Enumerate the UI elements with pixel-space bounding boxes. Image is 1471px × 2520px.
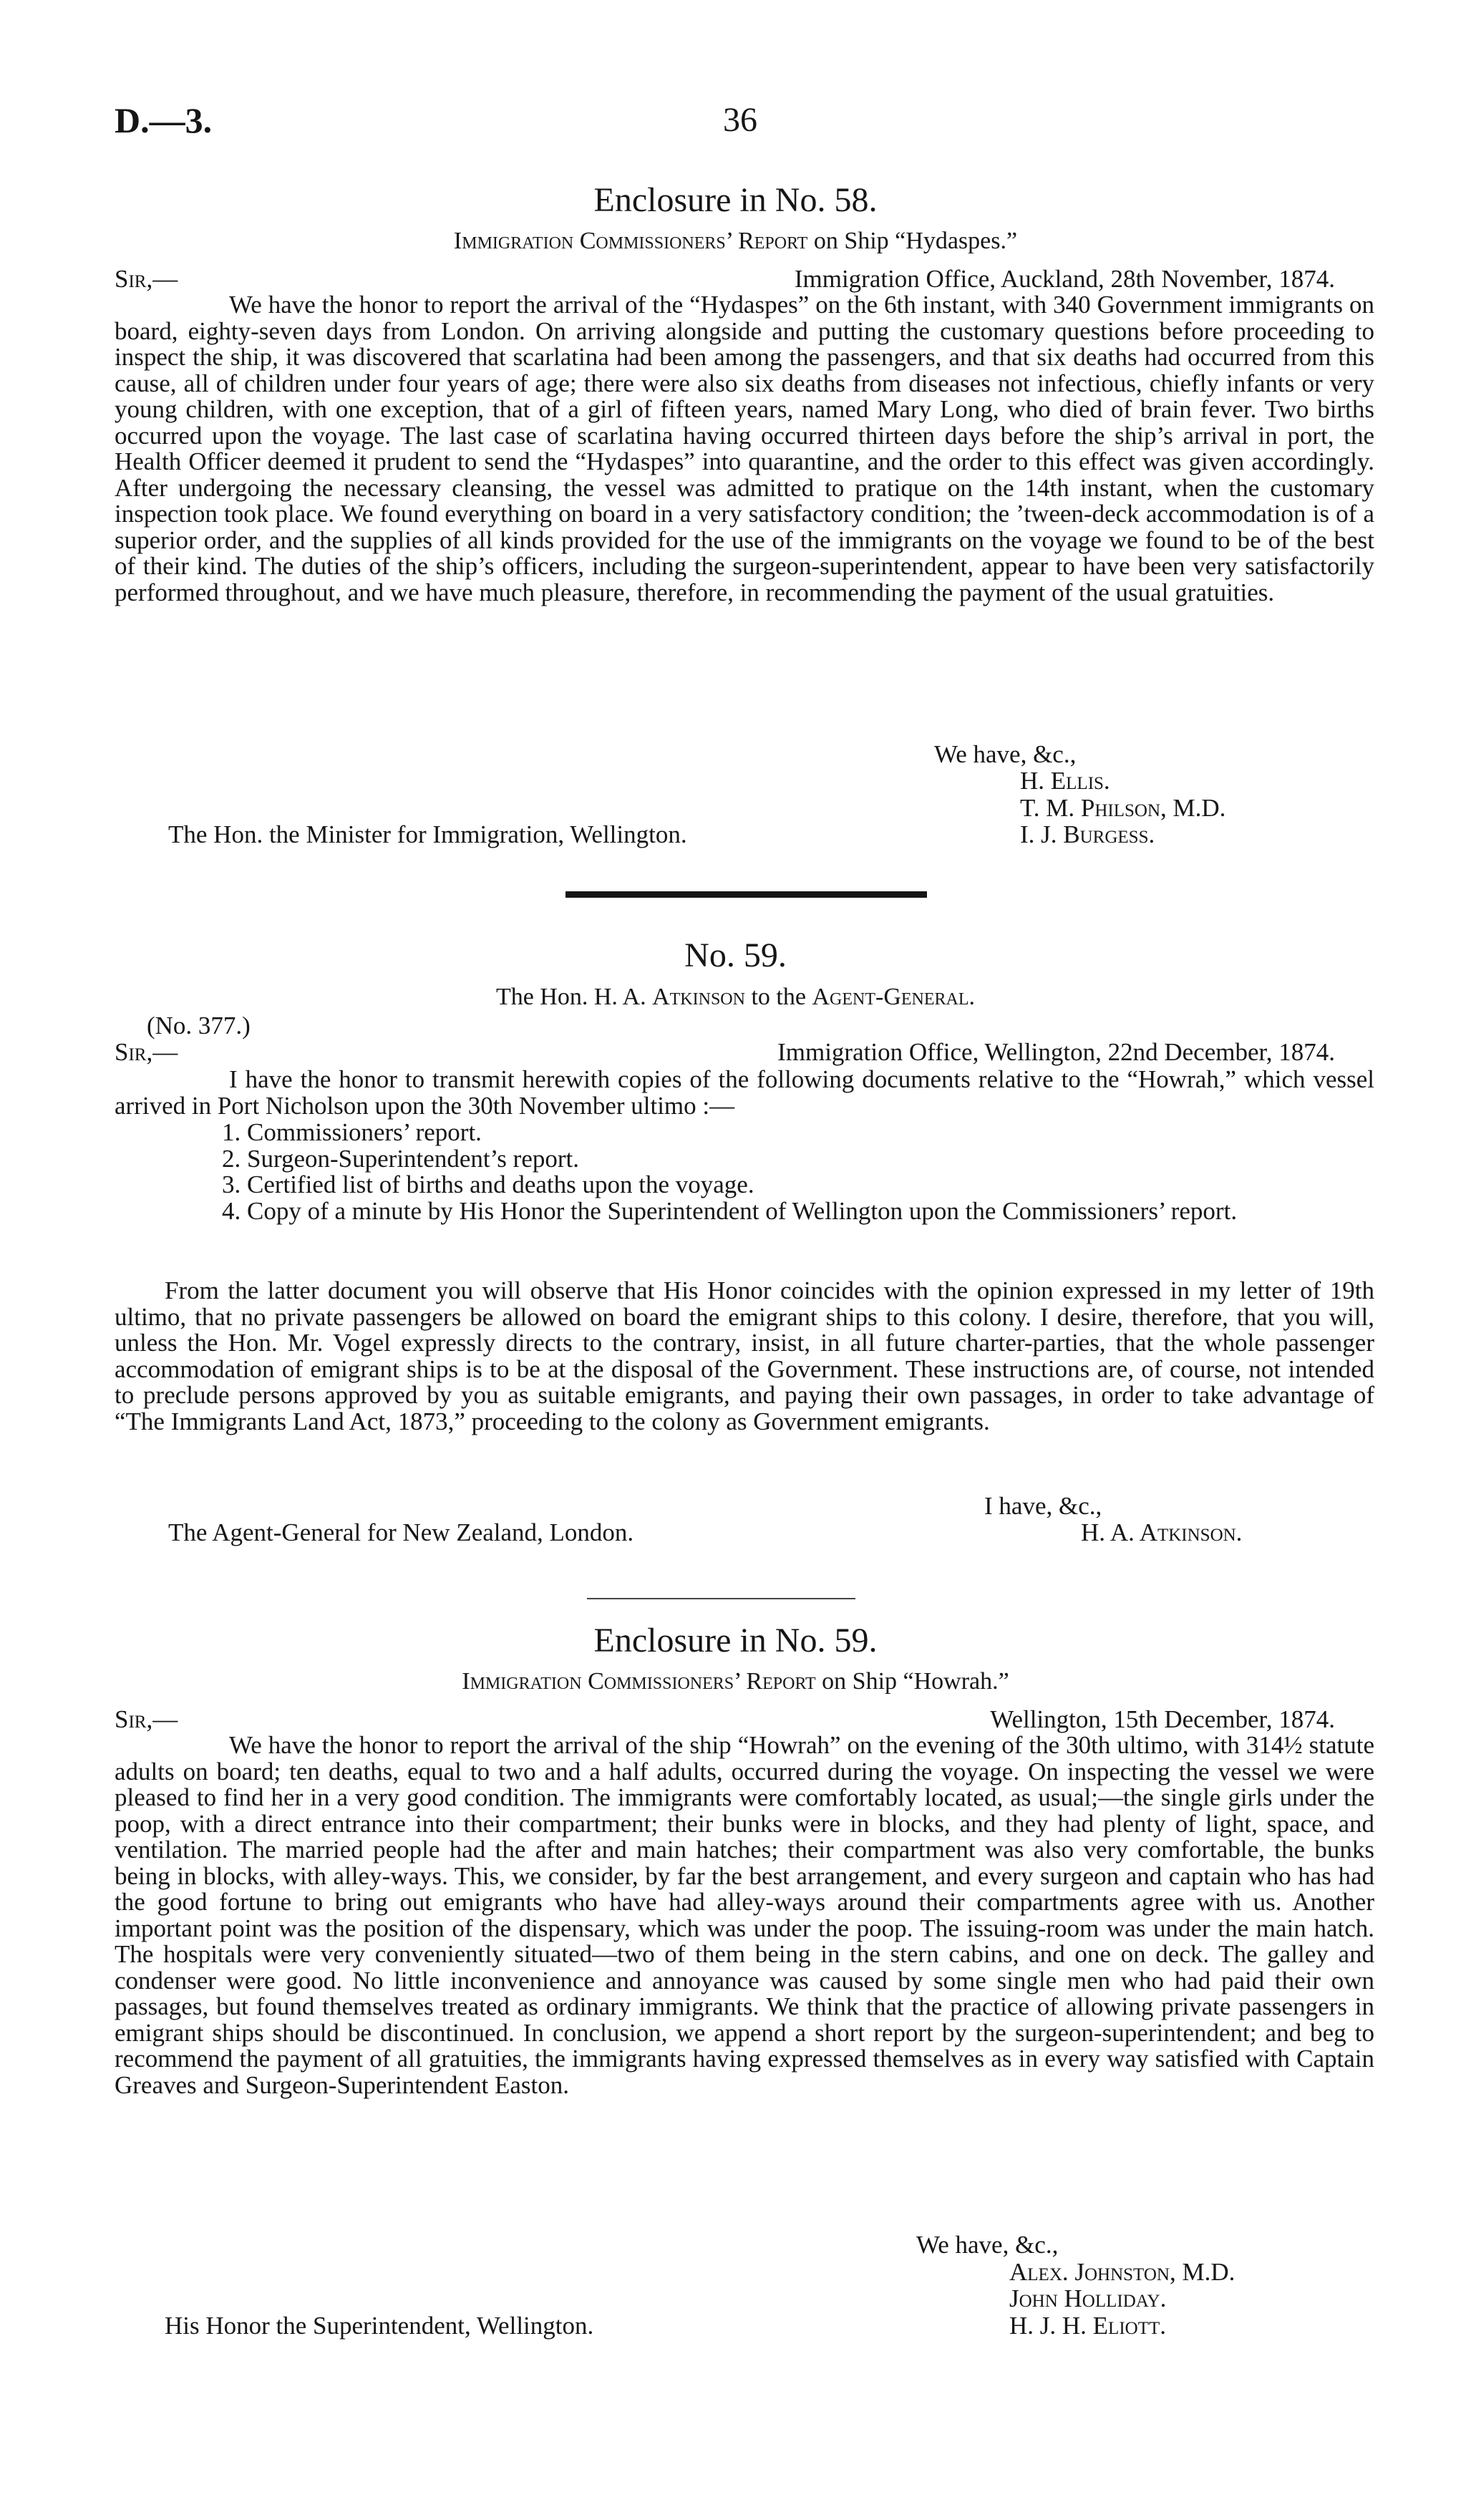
enclosure-59-subheading-caps: Immigration Commissioners’ Report [462,1668,816,1695]
letter-59-subheading-mid: to the [744,984,812,1010]
letter-59-intro [115,1067,1374,1119]
enclosure-58-signatory-2: T. M. Philson, M.D. [1020,794,1226,822]
enclosure-59-signatory-1: Alex. Johnston, M.D. [1009,2258,1235,2286]
letter-59-paragraph: From the latter document you will observe that His Honor coincides with the opinion expressed in my letter of 19th ultimo, that no private passengers be allowed on board the emigrant ships to this colony. I desire, therefore, that you will, unless the Hon. Mr. Vogel expressly directs to the contrary, insist, in all future charter-parties, that the whole passenger accommodation of emigrant ships is to be at the disposal of the Government. These instructions are, of course, not intended to preclude persons approved by you as suitable emigrants, and paying their own passages, in order to take advantage of “The Immigrants Land Act, 1873,” proceeding to the colony as Government emigrants. [115,1276,1374,1435]
section-divider-thick [565,891,927,898]
document-reference: D.—3. [115,100,213,140]
enclosure-58-subheading-caps: Immigration Commissioners’ Report [453,228,808,254]
list-item: 1. Commissioners’ report. [222,1118,482,1146]
letter-59-number-ref: (No. 377.) [147,1012,251,1040]
letter-59-intro-paragraph: I have the honor to transmit herewith copies of the following documents relative to the “Howrah,” which vessel arrived in Port Nicholson upon the 30th November ultimo :— [115,1065,1374,1120]
letter-59-dateline: Immigration Office, Wellington, 22nd December, 1874. [777,1038,1335,1066]
enclosure-59-heading: Enclosure in No. 59. [593,1622,878,1659]
enclosure-58-body [115,292,1374,606]
section-divider-thin [587,1598,855,1599]
page-number: 36 [723,101,757,139]
enclosure-58-addressee: The Hon. the Minister for Immigration, Wellington. [168,820,687,848]
enclosure-58-paragraph: We have the honor to report the arrival of the “Hydaspes” on the 6th instant, with 340 Government immigrants on board, eighty-seven days from London. On arriving alongside and putting the customary questions before proceeding to inspect the ship, it was discovered that scarlatina had been among the passengers, and that six deaths had occurred from this cause, all of children under four years of age; there were also six deaths from diseases not infectious, chiefly infants or very young children, with one exception, that of a girl of fifteen years, named Mary Long, who died of brain fever. Two births occurred upon the voyage. The last case of scarlatina having occurred thirteen days before the ship’s arrival in port, the Health Officer deemed it prudent to send the “Hydaspes” into quarantine, and the order to this effect was given accordingly. After undergoing the necessary cleansing, the vessel was admitted to pratique on the 14th instant, when the customary inspection took place. We found everything on board in a very satisfactory condition; the ’tween-deck accommodation is of a superior order, and the supplies of all kinds provided for the use of the immigrants on the voyage we found to be of the best of their kind. The duties of the ship’s officers, including the surgeon-superintendent, appear to have been very satisfactorily performed throughout, and we have much pleasure, therefore, in recommending the payment of the usual gratuities. [115,291,1374,606]
enclosure-58-signatory-3: I. J. Burgess. [1020,820,1155,848]
enclosure-59-signatory-3: H. J. H. Eliott. [1009,2312,1166,2340]
enclosure-59-signatory-2: John Holliday. [1009,2284,1167,2312]
list-item: 3. Certified list of births and deaths upon the voyage. [222,1171,754,1198]
enclosure-58-subheading [0,228,1471,255]
enclosure-58-heading: Enclosure in No. 58. [593,181,878,219]
enclosure-58-salutation: Sir,— [115,265,178,293]
enclosure-59-dateline: Wellington, 15th December, 1874. [990,1705,1335,1733]
enclosure-58-closing: We have, &c., [934,740,1077,768]
letter-59-body [115,1278,1374,1435]
enclosure-59-subheading [0,1668,1471,1695]
letter-59-subheading-author: Atkinson [652,984,745,1010]
enclosure-58-signatory-1: H. Ellis. [1020,767,1110,795]
enclosure-59-addressee: His Honor the Superintendent, Wellington. [165,2312,594,2340]
enclosure-59-paragraph: We have the honor to report the arrival of the ship “Howrah” on the evening of the 30th ultimo, with 314½ statute adults on board; ten deaths, equal to two and a half adults, occurred during the voyage. On inspecting the vessel we were pleased to find her in a very good condition. The immigrants were comfortably located, as usual;—the single girls under the poop, with a direct entrance into their compartment; their bunks were in blocks, and they had plenty of light, space, and ventilation. The married people had the after and main hatches; their compartment was also very comfortable, the bunks being in blocks, with alley-ways. This, we consider, by far the best arrangement, and every surgeon and captain who has had the good fortune to bring out emigrants who have had alley-ways around their compartments agree with us. Another important point was the position of the dispensary, which was under the poop. The issuing-room was under the main hatch. The hospitals were very conveniently situated—two of them being in the stern cabins, and one on deck. The galley and condenser were good. No little inconvenience and annoyance was caused by some single men who had paid their own passages, but found themselves treated as ordinary immigrants. We think that the practice of allowing private passengers in emigrant ships should be discontinued. In conclusion, we append a short report by the surgeon-superintendent; and beg to recommend the payment of all gratuities, the immigrants having expressed themselves as in every way satisfied with Captain Greaves and Surgeon-Superintendent Easton. [115,1731,1374,2099]
enclosure-59-salutation: Sir,— [115,1705,178,1733]
letter-59-subheading [0,984,1471,1011]
letter-59-closing: I have, &c., [984,1492,1102,1520]
letter-59-addressee: The Agent-General for New Zealand, London. [168,1518,634,1546]
letter-59-subheading-recipient: Agent-General. [812,984,976,1010]
list-item: 4. Copy of a minute by His Honor the Superintendent of Wellington upon the Commissioners’ report. [222,1196,1238,1225]
enclosure-59-closing: We have, &c., [916,2231,1059,2259]
enclosure-58-dateline: Immigration Office, Auckland, 28th November, 1874. [794,265,1335,293]
enclosure-59-body [115,1732,1374,2098]
letter-59-heading: No. 59. [684,936,787,974]
letter-59-enclosure-list [115,1120,1374,1224]
enclosure-58-subheading-rest: on Ship “Hydaspes.” [807,228,1018,254]
letter-59-salutation: Sir,— [115,1038,178,1066]
list-item: 2. Surgeon-Superintendent’s report. [222,1144,579,1173]
letter-59-subheading-pre: The Hon. H. A. [495,984,653,1010]
letter-59-signatory: H. A. Atkinson. [1081,1518,1243,1546]
enclosure-59-subheading-rest: on Ship “Howrah.” [815,1668,1009,1695]
